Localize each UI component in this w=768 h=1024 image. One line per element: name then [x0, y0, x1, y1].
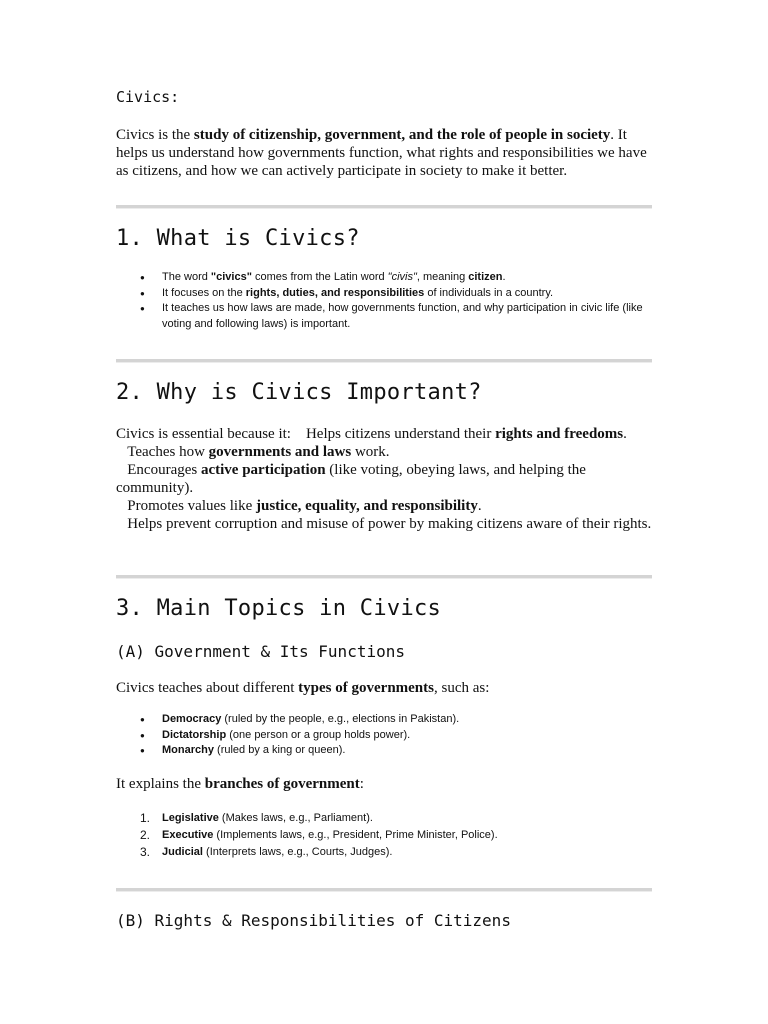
divider: [116, 888, 652, 892]
section-heading-main-topics: 3. Main Topics in Civics: [116, 596, 442, 621]
divider: [116, 575, 652, 579]
subsection-heading-government: (A) Government & Its Functions: [116, 642, 405, 661]
why-important-paragraph: [116, 425, 652, 533]
text-line: Helps prevent corruption and misuse of power by making citizens aware of their rights.: [116, 516, 652, 532]
text-line: Promotes values like justice, equality, and responsibility.: [116, 498, 482, 514]
subsection-heading-rights: (B) Rights & Responsibilities of Citizens: [116, 911, 511, 930]
types-paragraph: Civics teaches about different types of governments, such as:: [116, 680, 490, 696]
list-item: 3. Judicial (Interprets laws, e.g., Courts, Judges).: [140, 845, 393, 859]
list-item: ● Monarchy (ruled by a king or queen).: [116, 743, 652, 759]
list-item: ● It teaches us how laws are made, how governments function, and why participation in civic life (like voting and following laws) is important.: [116, 301, 652, 332]
text-line: Civics is essential because it: Helps citizens understand their rights and freedoms.: [116, 426, 627, 442]
what-is-civics-list: [116, 270, 652, 332]
section-heading-what-is-civics: 1. What is Civics?: [116, 226, 360, 251]
list-item: 2. Executive (Implements laws, e.g., President, Prime Minister, Police).: [140, 828, 498, 842]
list-item: ● Democracy (ruled by the people, e.g., elections in Pakistan).: [116, 712, 652, 728]
list-item: ● It focuses on the rights, duties, and responsibilities of individuals in a country.: [116, 286, 652, 302]
section-heading-why-important: 2. Why is Civics Important?: [116, 380, 482, 405]
branches-list: [116, 810, 652, 861]
divider: [116, 359, 652, 363]
list-item: 1. Legislative (Makes laws, e.g., Parliament).: [140, 811, 373, 825]
text-line: Encourages active participation (like voting, obeying laws, and helping the community).: [116, 462, 590, 496]
intro-paragraph: Civics is the study of citizenship, government, and the role of people in society. It helps us understand how governments function, what rights and responsibilities we have as citizens, and how we can actively participate in society to make it better.: [116, 127, 647, 179]
document-title: Civics:: [116, 88, 180, 106]
government-types-list: [116, 712, 652, 759]
list-item: ● The word "civics" comes from the Latin word "civis", meaning citizen.: [116, 270, 652, 286]
divider: [116, 205, 652, 209]
branches-paragraph: It explains the branches of government:: [116, 776, 364, 792]
list-item: ● Dictatorship (one person or a group holds power).: [116, 728, 652, 744]
text-line: Teaches how governments and laws work.: [116, 444, 390, 460]
